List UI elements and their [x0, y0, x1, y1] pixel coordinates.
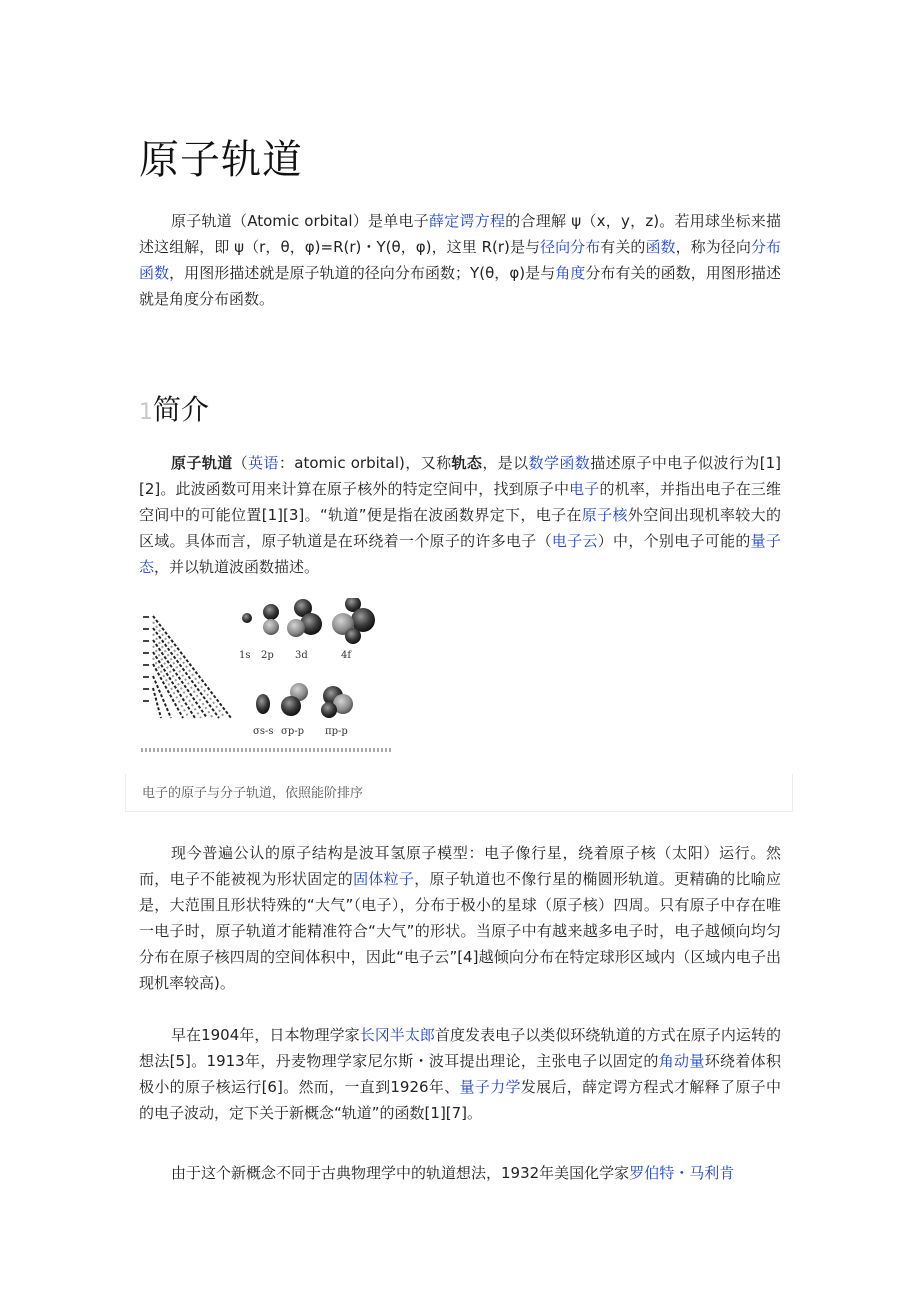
label-pi-p-p: πp-p: [325, 726, 348, 737]
link-solid-particle[interactable]: 固体粒子: [353, 870, 415, 888]
text: （: [232, 454, 249, 472]
text: ）中，个别电子可能的: [597, 532, 751, 550]
label-1s: 1s: [239, 650, 251, 661]
link-quantum-mechanics[interactable]: 量子力学: [459, 1078, 521, 1096]
link-english[interactable]: 英语: [248, 454, 279, 472]
paragraph-concept: [139, 1160, 781, 1186]
link-quantum-state[interactable]: 量子态: [139, 532, 781, 576]
paragraph-intro-section: [139, 450, 781, 580]
bold-term: 轨态: [451, 454, 483, 472]
orbital-4f: [332, 598, 375, 644]
section-number: 1: [139, 400, 153, 425]
orbital-diagram: [139, 598, 395, 758]
intro-paragraph: [139, 208, 781, 312]
text: ，称为径向: [675, 238, 751, 256]
section-heading: [139, 388, 209, 428]
link-electron-cloud[interactable]: 电子云: [551, 532, 598, 550]
text: 环绕着体积极小的原子核运行[6]。然而，一直到1926年、: [139, 1052, 781, 1096]
label-sigma-s-s: σs-s: [253, 726, 274, 737]
energy-level-diagram: [143, 616, 231, 718]
text: 的合理解 ψ（x，y，z)。若用球坐标来描述这组解，即 ψ（r，θ，φ)=R(r)・Y(θ，φ)，这里 R(r)是与: [139, 212, 781, 256]
link-schrodinger-equation[interactable]: 薛定谔方程: [429, 212, 506, 230]
orbital-image[interactable]: [139, 598, 395, 758]
link-nagaoka[interactable]: 长冈半太郎: [359, 1026, 435, 1044]
link-distribution-function[interactable]: 分布函数: [139, 238, 781, 282]
text: 分布有关的函数，用图形描述就是角度分布函数。: [139, 264, 781, 308]
orbital-3d: [287, 599, 322, 637]
link-electron[interactable]: 电子: [569, 480, 600, 498]
text: 描述原子中电子似波行为[1][2]。此波函数可用来计算在原子核外的特定空间中，找到原子中: [139, 454, 781, 498]
label-4f: 4f: [341, 650, 352, 661]
orbital-2p: [263, 604, 279, 635]
link-angular-momentum[interactable]: 角动量: [658, 1052, 705, 1070]
text: ，是以: [482, 454, 529, 472]
paragraph-model: [139, 840, 781, 996]
link-function[interactable]: 函数: [645, 238, 676, 256]
orbital-sigma-p-p: [281, 683, 308, 716]
text: 有关的: [600, 238, 646, 256]
orbital-figure: [125, 598, 795, 814]
text: 现今普遍公认的原子结构是波耳氢原子模型：电子像行星，绕着原子核（太阳）运行。然而，电子不能被视为形状固定的: [139, 844, 781, 888]
figure-caption: 电子的原子与分子轨道，依照能阶排序: [142, 786, 364, 801]
orbital-1s: [242, 613, 252, 623]
orbital-pi-p-p: [321, 686, 353, 718]
label-3d: 3d: [295, 650, 308, 661]
caption-box: [125, 774, 793, 812]
link-mulliken[interactable]: 罗伯特・马利肯: [629, 1164, 735, 1182]
page-title: 原子轨道: [139, 137, 303, 183]
text: 首度发表电子以类似环绕轨道的方式在原子内运转的想法[5]。1913年，丹麦物理学家尼尔斯・波耳提出理论，主张电子以固定的: [139, 1026, 781, 1070]
text: 早在1904年，日本物理学家: [171, 1026, 360, 1044]
text: 由于这个新概念不同于古典物理学中的轨道想法，1932年美国化学家: [171, 1164, 630, 1182]
text: ：atomic orbital)，又称: [278, 454, 452, 472]
text: ，用图形描述就是原子轨道的径向分布函数；Y(θ，φ)是与: [169, 264, 556, 282]
paragraph-history: [139, 1022, 781, 1126]
link-radial-distribution[interactable]: 径向分布: [540, 238, 601, 256]
bold-term: 原子轨道: [171, 454, 233, 472]
text: ，原子轨道也不像行星的椭圆形轨道。更精确的比喻应是，大范围且形状特殊的“大气”（电子），分布于极小的星球（原子核）四周。只有原子中存在唯一电子时，原子轨道才能精准符合“大气”的形状。当原子中有越来越多电子时，电子越倾向均匀分布在原子核四周的空间体积中，因此“电子云”[4]越倾向分布在特定球形区域内（区域内电子出现机率较高)。: [139, 870, 781, 992]
text: 原子轨道（Atomic orbital）是单电子: [171, 212, 430, 230]
link-angle[interactable]: 角度: [555, 264, 586, 282]
text: 的机率，并指出电子在三维空间中的可能位置[1][3]。“轨道”便是指在波函数界定下，电子在: [139, 480, 781, 524]
text: ，并以轨道波函数描述。: [154, 558, 320, 576]
orbital-sigma-s-s: [256, 694, 270, 714]
link-nucleus[interactable]: 原子核: [581, 506, 628, 524]
text: 发展后，薛定谔方程式才解释了原子中的电子波动，定下关于新概念“轨道”的函数[1][7]。: [139, 1078, 781, 1122]
link-math-function[interactable]: 数学函数: [528, 454, 591, 472]
text: 外空间出现机率较大的区域。具体而言，原子轨道是在环绕着一个原子的许多电子（: [139, 506, 781, 550]
label-2p: 2p: [261, 650, 274, 661]
section-title: 简介: [153, 393, 210, 426]
label-sigma-p-p: σp-p: [281, 726, 305, 737]
